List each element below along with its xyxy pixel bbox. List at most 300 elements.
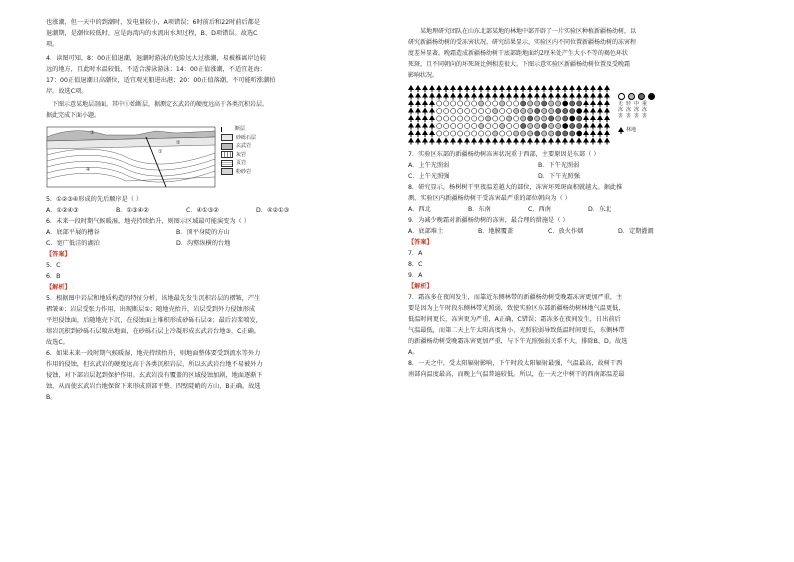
tree-icon bbox=[450, 85, 456, 92]
tree-icon bbox=[415, 123, 421, 130]
strata-diagram bbox=[46, 123, 356, 191]
sapling-marker bbox=[507, 123, 512, 128]
sapling-marker bbox=[444, 108, 449, 113]
sapling-marker bbox=[528, 101, 533, 106]
tree-icon bbox=[415, 130, 421, 137]
option: D．④②①③ bbox=[256, 207, 290, 214]
tree-icon bbox=[429, 130, 435, 137]
tree-icon bbox=[464, 93, 470, 100]
sapling-marker bbox=[479, 108, 484, 113]
sapling-marker bbox=[577, 101, 582, 106]
tree-icon bbox=[604, 115, 610, 122]
q6-options bbox=[46, 227, 356, 238]
tree-icon bbox=[583, 123, 589, 130]
tree-icon bbox=[583, 138, 589, 145]
sapling-marker bbox=[556, 131, 561, 136]
tree-icon bbox=[415, 115, 421, 122]
option: A．底部平展的槽谷 bbox=[46, 229, 100, 236]
sapling-marker bbox=[521, 101, 526, 106]
option: B．①③④② bbox=[116, 207, 149, 214]
sapling-marker bbox=[437, 116, 442, 121]
sapling-marker bbox=[542, 116, 547, 121]
sapling-marker bbox=[549, 108, 554, 113]
tree-icon bbox=[408, 115, 414, 122]
tree-icon bbox=[485, 93, 491, 100]
tree-icon bbox=[506, 138, 512, 145]
tree-icon bbox=[590, 123, 596, 130]
sapling-marker bbox=[437, 123, 442, 128]
answer: 7．A bbox=[408, 250, 423, 257]
sapling-marker bbox=[570, 131, 575, 136]
tree-icon bbox=[499, 93, 505, 100]
tree-icon bbox=[429, 123, 435, 130]
tree-icon bbox=[478, 138, 484, 145]
sapling-marker bbox=[479, 101, 484, 106]
tree-icon bbox=[583, 93, 589, 100]
sapling-marker bbox=[535, 116, 540, 121]
option: A．上午光照弱 bbox=[408, 162, 450, 169]
tree-icon bbox=[527, 93, 533, 100]
legend-label: 粉砂岩 bbox=[236, 168, 252, 175]
tree-icon bbox=[597, 115, 603, 122]
sapling-marker bbox=[472, 116, 477, 121]
sapling-marker bbox=[458, 116, 463, 121]
tree-icon bbox=[471, 85, 477, 92]
sapling-marker bbox=[528, 116, 533, 121]
tree-icon bbox=[590, 93, 596, 100]
sapling-marker bbox=[563, 108, 568, 113]
sapling-marker bbox=[486, 131, 491, 136]
tree-icon bbox=[590, 85, 596, 92]
sapling-marker bbox=[493, 116, 498, 121]
tree-icon bbox=[604, 100, 610, 107]
sapling-marker bbox=[535, 131, 540, 136]
tree-icon bbox=[597, 85, 603, 92]
analysis-line: 7．霜冻多在夜间发生，而靠近东侧林带的新疆杨幼树受晚霜冻害更加严重，主 bbox=[408, 294, 623, 301]
text-line: 退潮期，是潮位较低时，应是海湾内的水流出水坝过程，B、D项错误。故选C bbox=[46, 30, 258, 37]
tree-icon bbox=[443, 93, 449, 100]
sapling-marker bbox=[577, 123, 582, 128]
legend-char: 冻 bbox=[642, 107, 648, 113]
tree-icon bbox=[499, 138, 505, 145]
sapling-marker bbox=[521, 116, 526, 121]
sapling-marker bbox=[528, 131, 533, 136]
tree-icon bbox=[457, 138, 463, 145]
sapling-marker bbox=[500, 123, 505, 128]
sapling-marker bbox=[507, 108, 512, 113]
sapling-marker bbox=[542, 108, 547, 113]
tree-icon bbox=[583, 108, 589, 115]
tree-icon bbox=[478, 85, 484, 92]
tree-icon bbox=[513, 138, 519, 145]
sapling-marker bbox=[556, 123, 561, 128]
damage-legend bbox=[618, 93, 678, 136]
sapling-marker bbox=[472, 108, 477, 113]
tree-icon bbox=[604, 93, 610, 100]
tree-icon bbox=[604, 130, 610, 137]
legend-char: 冻 bbox=[626, 107, 632, 113]
tree-icon bbox=[464, 85, 470, 92]
sapling-marker bbox=[507, 131, 512, 136]
tree-icon bbox=[590, 138, 596, 145]
tree-icon bbox=[492, 85, 498, 92]
sapling-marker bbox=[500, 131, 505, 136]
sapling-marker bbox=[500, 108, 505, 113]
tree-icon bbox=[408, 138, 414, 145]
intro-line: 死斑，且不同朝向的坏死斑比例相差很大。下图示意实验区新疆杨幼树位置及受晚霜 bbox=[408, 61, 631, 68]
analysis-line: 作用的侵蚀，但玄武岩的硬度远高于各类沉积岩层，所以玄武岩台地不易被外力 bbox=[46, 361, 263, 368]
option: C．上午光照强 bbox=[408, 173, 450, 180]
legend-char: 害 bbox=[642, 113, 648, 119]
q9-options bbox=[408, 226, 738, 237]
tree-icon bbox=[429, 108, 435, 115]
sapling-marker bbox=[570, 116, 575, 121]
sapling-marker bbox=[507, 116, 512, 121]
sapling-marker bbox=[577, 108, 582, 113]
option: C．④①③② bbox=[186, 207, 219, 214]
tree-icon bbox=[576, 85, 582, 92]
analysis-line: 6．如果未来一段时期气候暖湿，地壳持续抬升，则地面整体要受到流水等外力 bbox=[46, 350, 261, 357]
sapling-marker bbox=[451, 131, 456, 136]
sapling-marker bbox=[486, 116, 491, 121]
option: B．顶平身陡的方山 bbox=[176, 229, 230, 236]
tree-icon bbox=[548, 85, 554, 92]
tree-icon bbox=[569, 93, 575, 100]
tree-icon bbox=[429, 138, 435, 145]
tree-icon bbox=[422, 138, 428, 145]
sapling-marker bbox=[493, 101, 498, 106]
intro-line: 研究新疆杨幼树的受冻害状况。研究结果显示，实验区内不同位置新疆杨幼树的冻害程 bbox=[408, 39, 637, 46]
tree-icon bbox=[597, 123, 603, 130]
tree-icon bbox=[408, 130, 414, 137]
tree-icon bbox=[436, 85, 442, 92]
analysis-line: 熔岩沉积到砂砾石层喷出地面，在砂砾石层上冷凝形成玄武岩台地③，C正确。 bbox=[46, 328, 261, 335]
legend-char: 冻 bbox=[618, 107, 624, 113]
sapling-marker bbox=[542, 101, 547, 106]
analysis-line: 褶皱④；岩层受张力作用，出现断层①；随地壳抬升，岩层受到外力侵蚀形成 bbox=[46, 306, 256, 313]
tree-icon bbox=[408, 93, 414, 100]
option: D．下午光照强 bbox=[538, 173, 580, 180]
option: D．沟壑纵横的台地 bbox=[176, 240, 231, 247]
option: D．东北 bbox=[588, 206, 612, 213]
intro-line: 度差异显著。晚霜造成新疆杨幼树干底部距地面约2厘米处产生大小不等的褐色环状 bbox=[408, 50, 628, 57]
answer: 9．A bbox=[408, 272, 423, 279]
analysis-line: 平坦侵蚀面，后随地壳下沉，在侵蚀面上堆积形成砂砾石层②；最后岩浆喷发， bbox=[46, 317, 262, 324]
tree-icon bbox=[422, 93, 428, 100]
sapling-marker bbox=[521, 131, 526, 136]
sapling-marker bbox=[514, 108, 519, 113]
tree-icon bbox=[541, 93, 547, 100]
sapling-marker bbox=[444, 116, 449, 121]
analysis-line: 蚀，从而使玄武岩台地保留下来形成顶部平整、四壁陡峭的方山，B正确。故选 bbox=[46, 383, 261, 390]
tree-icon bbox=[429, 93, 435, 100]
tree-icon bbox=[604, 85, 610, 92]
legend-char: 重 bbox=[642, 101, 648, 107]
tree-icon bbox=[555, 85, 561, 92]
sapling-marker bbox=[500, 116, 505, 121]
tree-icon bbox=[562, 85, 568, 92]
sapling-marker bbox=[458, 101, 463, 106]
sapling-marker bbox=[451, 108, 456, 113]
sapling-marker bbox=[521, 108, 526, 113]
text-line: 项。 bbox=[46, 41, 59, 48]
sapling-marker bbox=[479, 116, 484, 121]
tree-icon bbox=[422, 100, 428, 107]
sapling-marker bbox=[521, 123, 526, 128]
sapling-marker bbox=[542, 123, 547, 128]
intro-line: 影响状况。 bbox=[408, 72, 439, 79]
tree-icon bbox=[520, 85, 526, 92]
sapling-marker bbox=[479, 123, 484, 128]
option: B．地膜覆盖 bbox=[478, 228, 514, 235]
option: B．东南 bbox=[468, 206, 491, 213]
option: C．放火作烟 bbox=[548, 228, 584, 235]
tree-icon bbox=[555, 93, 561, 100]
tree-icon bbox=[408, 108, 414, 115]
sapling-marker bbox=[493, 108, 498, 113]
legend-char: 冻 bbox=[634, 107, 640, 113]
sapling-marker bbox=[465, 108, 470, 113]
tree-icon bbox=[436, 93, 442, 100]
answer: 6．B bbox=[46, 273, 61, 280]
strata-cross-section bbox=[46, 123, 216, 189]
sapling-marker bbox=[458, 123, 463, 128]
tree-icon bbox=[562, 93, 568, 100]
sapling-marker bbox=[563, 123, 568, 128]
tree-icon bbox=[492, 93, 498, 100]
strata-legend bbox=[221, 125, 256, 176]
answer: 5．C bbox=[46, 262, 61, 269]
sapling-marker bbox=[479, 131, 484, 136]
analysis-line: 气温最低，而第二天上午太阳高度角小，光照较弱导致低温时间更长，东侧林带 bbox=[408, 327, 625, 334]
tree-icon bbox=[597, 130, 603, 137]
analysis-line: A。 bbox=[408, 349, 419, 356]
sapling-marker bbox=[570, 123, 575, 128]
option: A．①②④③ bbox=[46, 207, 79, 214]
sapling-marker bbox=[549, 101, 554, 106]
tree-icon bbox=[590, 100, 596, 107]
legend-char: 轻 bbox=[626, 101, 632, 107]
tree-icon bbox=[485, 138, 491, 145]
option: B．下午光照弱 bbox=[538, 162, 580, 169]
tree-icon bbox=[408, 100, 414, 107]
tree-icon bbox=[436, 138, 442, 145]
tree-icon bbox=[562, 138, 568, 145]
tree-icon bbox=[604, 123, 610, 130]
q5-options bbox=[46, 205, 356, 216]
sapling-marker bbox=[444, 123, 449, 128]
tree-icon bbox=[408, 123, 414, 130]
tree-icon bbox=[527, 85, 533, 92]
tree-icon bbox=[576, 138, 582, 145]
tree-icon bbox=[590, 130, 596, 137]
forest-label: 林地 bbox=[626, 127, 637, 133]
tree-icon bbox=[513, 93, 519, 100]
tree-icon bbox=[548, 93, 554, 100]
tree-icon bbox=[422, 115, 428, 122]
tree-icon bbox=[534, 138, 540, 145]
sapling-marker bbox=[570, 108, 575, 113]
tree-icon bbox=[569, 85, 575, 92]
tree-icon bbox=[422, 123, 428, 130]
tree-icon bbox=[597, 93, 603, 100]
tree-icon bbox=[569, 138, 575, 145]
sapling-marker bbox=[493, 123, 498, 128]
sapling-marker bbox=[563, 116, 568, 121]
legend-char: 无 bbox=[618, 101, 624, 107]
option: D．定期灌溉 bbox=[618, 228, 654, 235]
analysis-line: 南部向温度最高，而晚上气温普遍较低。所以，在一天之中树干的西南部温差最 bbox=[408, 371, 625, 378]
sapling-marker bbox=[451, 101, 456, 106]
tree-icon bbox=[534, 85, 540, 92]
text-line: 也涨潮，但一天中的到潮时，发电量较小，A项错误；6时前后和22时前后都是 bbox=[46, 19, 261, 26]
question-5: 5．①②③④形成的先后顺序是（ ） bbox=[46, 196, 143, 203]
tree-icon bbox=[415, 100, 421, 107]
tree-icon bbox=[541, 85, 547, 92]
tree-icon bbox=[555, 138, 561, 145]
sapling-marker bbox=[535, 123, 540, 128]
sapling-marker bbox=[556, 108, 561, 113]
intro-line: 某地理研究团队在山东北部某地的林地中部开辟了一片实验区种植新疆杨幼树，以 bbox=[420, 28, 637, 35]
sapling-marker bbox=[535, 108, 540, 113]
tree-icon bbox=[415, 108, 421, 115]
sapling-marker bbox=[444, 101, 449, 106]
question-9: 9．为减少晚霜对新疆杨幼树的冻害，最合理的措施是（ ） bbox=[408, 217, 569, 224]
marker-1: ① bbox=[158, 149, 163, 155]
tree-icon bbox=[604, 108, 610, 115]
q4-line: 17：00正值退潮日高潮位，适宜观光船进出港；20：00正值落潮，不可能听涨潮拍 bbox=[46, 77, 276, 84]
analysis-line: 侵蚀，对下部岩层起到保护作用。玄武岩没有覆盖的区域侵蚀加剧，地面逐渐下 bbox=[46, 372, 263, 379]
tree-icon bbox=[618, 127, 624, 134]
tree-icon bbox=[464, 138, 470, 145]
sapling-marker bbox=[528, 123, 533, 128]
sapling-marker bbox=[493, 131, 498, 136]
sapling-marker bbox=[500, 101, 505, 106]
tree-icon bbox=[583, 130, 589, 137]
tree-icon bbox=[450, 93, 456, 100]
tree-icon bbox=[471, 138, 477, 145]
analysis-line: 低温时间更长，冻害更为严重，A正确，C错误；霜冻多在夜间发生，日出前后 bbox=[408, 316, 621, 323]
q7-options bbox=[408, 171, 738, 182]
sapling-marker bbox=[465, 131, 470, 136]
sapling-marker bbox=[465, 123, 470, 128]
sapling-marker bbox=[514, 131, 519, 136]
tree-icon bbox=[471, 93, 477, 100]
sapling-marker bbox=[514, 101, 519, 106]
tree-icon bbox=[576, 93, 582, 100]
q8-options bbox=[408, 204, 738, 215]
sapling-marker bbox=[514, 123, 519, 128]
marker-3: ③ bbox=[90, 130, 95, 136]
tree-icon bbox=[422, 130, 428, 137]
question-8: 测，实验区内新疆杨幼树干受冻害最严重的部位朝向为（ ） bbox=[408, 195, 571, 202]
legend-label: 页岩 bbox=[236, 160, 247, 166]
sapling-marker bbox=[528, 108, 533, 113]
tree-icon bbox=[415, 93, 421, 100]
sapling-marker bbox=[458, 108, 463, 113]
tree-icon bbox=[520, 93, 526, 100]
sapling-marker bbox=[486, 123, 491, 128]
tree-icon bbox=[583, 100, 589, 107]
option: A．底部堆土 bbox=[408, 228, 444, 235]
tree-icon bbox=[583, 85, 589, 92]
sapling-marker bbox=[549, 131, 554, 136]
analysis-line: 8．一天之中，受太阳辐射影响，下午时段太阳辐射最强，气温最高，故树干西 bbox=[408, 360, 623, 367]
tree-icon bbox=[492, 138, 498, 145]
tree-icon bbox=[590, 115, 596, 122]
tree-icon bbox=[506, 93, 512, 100]
diagram-caption-2: 据此完成下面小题。 bbox=[46, 112, 101, 119]
legend-label: 灰岩 bbox=[236, 151, 247, 158]
q4-line: 岸。故选C项。 bbox=[46, 88, 88, 95]
sapling-marker bbox=[486, 108, 491, 113]
tree-icon bbox=[457, 93, 463, 100]
answer-tag: 【答案】 bbox=[46, 251, 71, 258]
sapling-marker bbox=[563, 131, 568, 136]
legend-char: 害 bbox=[626, 113, 632, 119]
answer: 8．C bbox=[408, 261, 423, 268]
sapling-marker bbox=[437, 108, 442, 113]
sapling-marker bbox=[577, 116, 582, 121]
tree-icon bbox=[583, 115, 589, 122]
sapling-marker bbox=[556, 116, 561, 121]
tree-icon bbox=[485, 85, 491, 92]
tree-icon bbox=[534, 93, 540, 100]
tree-icon bbox=[415, 138, 421, 145]
tree-icon bbox=[506, 85, 512, 92]
option: A．西北 bbox=[408, 206, 431, 213]
sapling-marker bbox=[472, 131, 477, 136]
legend-label: 断层 bbox=[235, 126, 246, 132]
analysis-line: B。 bbox=[46, 394, 57, 401]
sapling-marker bbox=[451, 116, 456, 121]
question-8: 8．研究显示，杨树树干里夜温差越大的部位，冻害坏死斑面积就越大。据此推 bbox=[408, 184, 623, 191]
tree-icon bbox=[429, 100, 435, 107]
sapling-marker bbox=[549, 116, 554, 121]
sapling-marker bbox=[535, 101, 540, 106]
q4-line: 远的地方，且此时水温较低，不适合游泳游泳；14：00正值涨潮，不适宜赶海； bbox=[46, 66, 266, 73]
sapling-marker bbox=[570, 101, 575, 106]
analysis-line: 故选C。 bbox=[46, 339, 69, 346]
tree-icon bbox=[450, 138, 456, 145]
tree-icon bbox=[527, 138, 533, 145]
tree-icon bbox=[443, 138, 449, 145]
sapling-marker bbox=[577, 131, 582, 136]
tree-icon bbox=[408, 85, 414, 92]
tree-icon bbox=[604, 138, 610, 145]
tree-icon bbox=[520, 138, 526, 145]
legend-label: 砂砾石层 bbox=[236, 134, 257, 141]
plot-diagram bbox=[408, 85, 738, 147]
legend-label: 玄武岩 bbox=[236, 143, 252, 149]
question-7: 7．实验区东部的新疆杨幼树冻害状况重于西部，主要原因是东部（ ） bbox=[408, 151, 600, 158]
legend-char: 害 bbox=[618, 113, 624, 119]
q4-line: 4．读图可知，8：00正值退潮，退潮时游泳的危险远大过涨潮，易被推离岸边较 bbox=[46, 55, 266, 62]
answer-tag: 【答案】 bbox=[408, 239, 433, 246]
tree-icon bbox=[478, 93, 484, 100]
marker-2: ② bbox=[176, 140, 181, 146]
sapling-marker bbox=[507, 101, 512, 106]
sapling-marker bbox=[437, 101, 442, 106]
tree-icon bbox=[541, 138, 547, 145]
tree-icon bbox=[597, 100, 603, 107]
sapling-marker bbox=[472, 123, 477, 128]
analysis-line: 的新疆杨幼树受晚霜冻害更加严重，与下午光照强弱关系不大，排除B、D。故选 bbox=[408, 338, 628, 345]
legend-char: 害 bbox=[634, 113, 640, 119]
tree-icon bbox=[590, 108, 596, 115]
sapling-marker bbox=[444, 131, 449, 136]
sapling-marker bbox=[486, 101, 491, 106]
